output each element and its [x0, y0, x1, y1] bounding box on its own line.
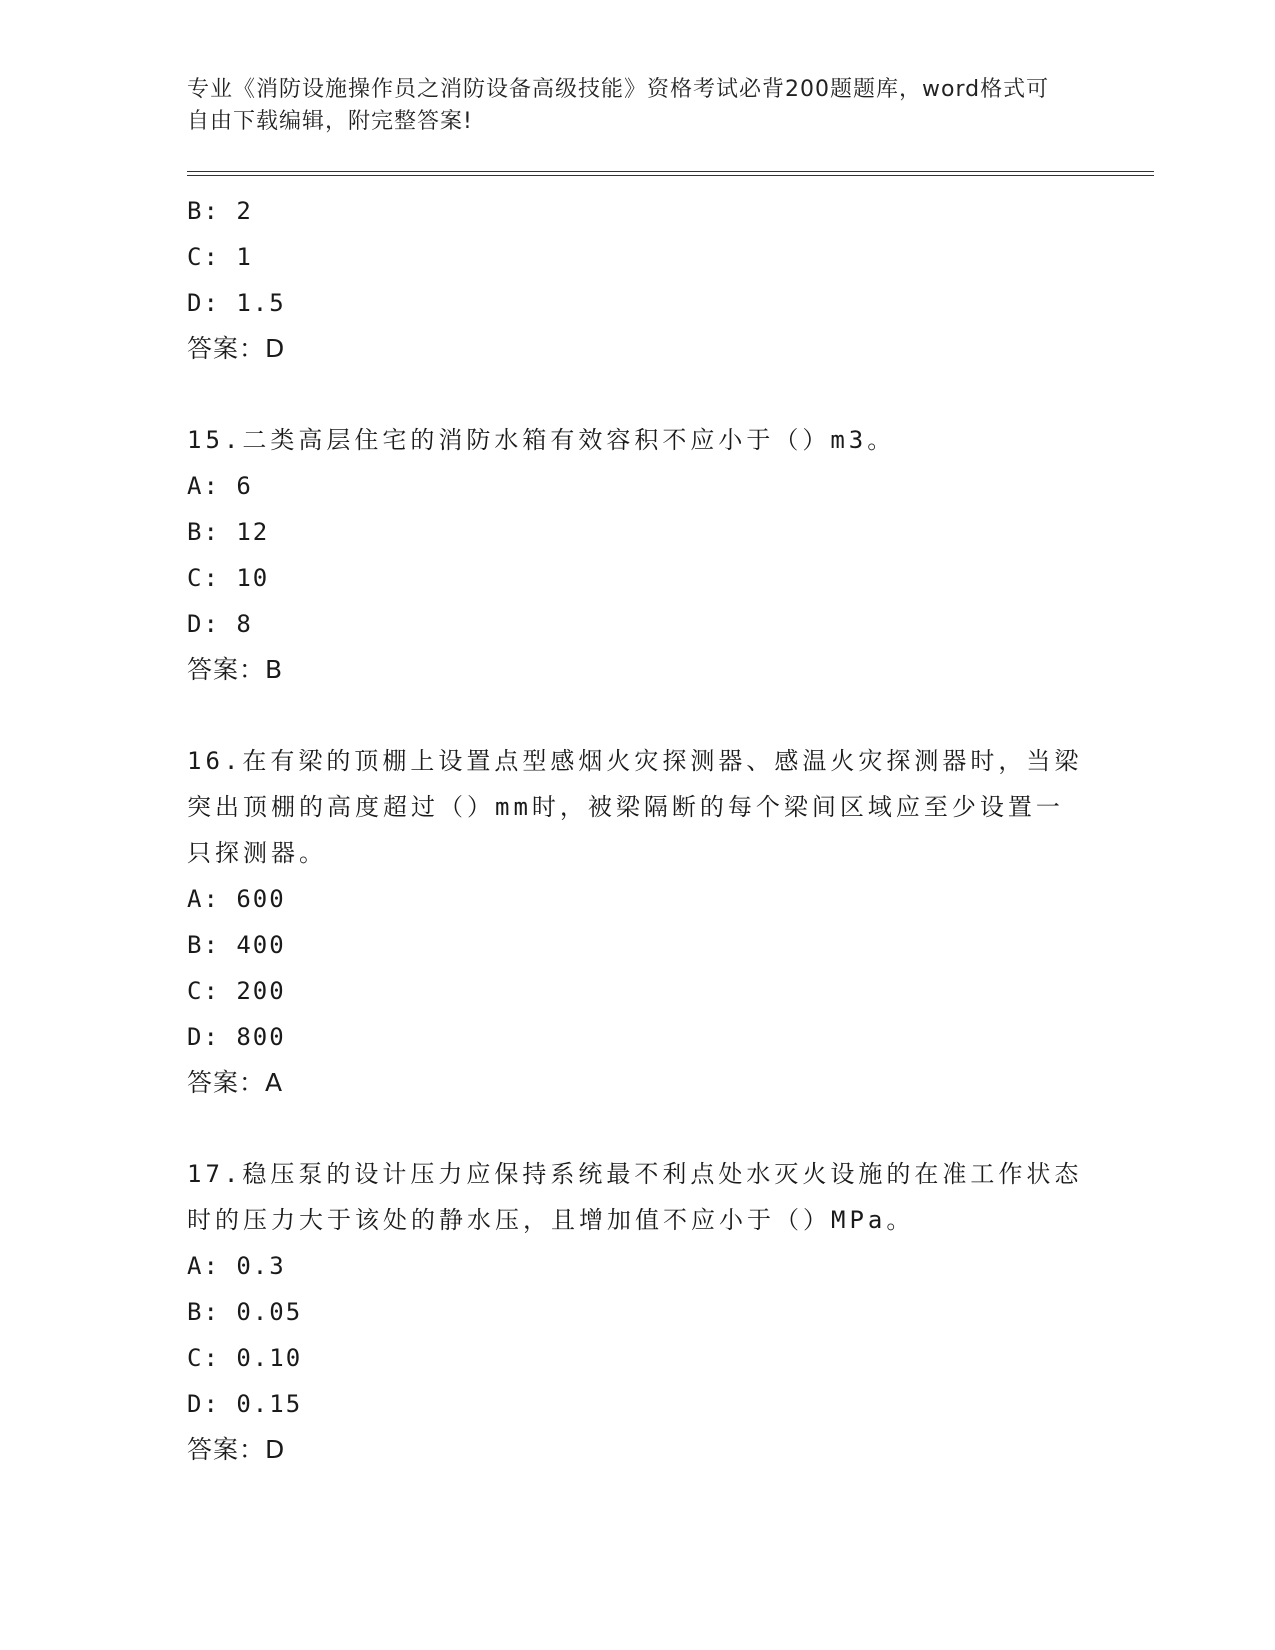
option-c: C: 1	[187, 243, 253, 271]
question-17	[187, 1151, 1087, 1473]
option-d: D: 1.5	[187, 289, 286, 317]
option-d: D: 800	[187, 1023, 286, 1051]
option-c: C: 200	[187, 977, 286, 1005]
option-d: D: 0.15	[187, 1390, 303, 1418]
question-15	[187, 417, 1087, 693]
option-d: D: 8	[187, 610, 253, 638]
option-b: B: 2	[187, 197, 253, 225]
option-b: B: 0.05	[187, 1298, 303, 1326]
question-16	[187, 738, 1087, 1106]
answer: 答案：D	[187, 334, 286, 363]
document-header: 专业《消防设施操作员之消防设备高级技能》资格考试必背200题题库，word格式可自由下载编辑，附完整答案!	[187, 77, 1050, 134]
option-a: A: 600	[187, 885, 286, 913]
option-c: C: 0.10	[187, 1344, 303, 1372]
option-c: C: 10	[187, 564, 270, 592]
option-a: A: 0.3	[187, 1252, 286, 1280]
question-text: 17.稳压泵的设计压力应保持系统最不利点处水灭火设施的在准工作状态时的压力大于该处的静水压，且增加值不应小于（）MPa。	[187, 1160, 1083, 1234]
question-text: 16.在有梁的顶棚上设置点型感烟火灾探测器、感温火灾探测器时，当梁突出顶棚的高度超过（）mm时，被梁隔断的每个梁间区域应至少设置一只探测器。	[187, 747, 1083, 867]
question-text: 15.二类高层住宅的消防水箱有效容积不应小于（）m3。	[187, 426, 896, 454]
option-b: B: 400	[187, 931, 286, 959]
answer: 答案：D	[187, 1435, 286, 1464]
option-b: B: 12	[187, 518, 270, 546]
previous-question-tail	[187, 188, 1087, 372]
option-a: A: 6	[187, 472, 253, 500]
question-list	[187, 188, 1087, 1473]
header-rule-top	[187, 171, 1154, 172]
header-rule-bottom	[187, 175, 1154, 176]
answer: 答案：A	[187, 1068, 284, 1097]
answer: 答案：B	[187, 655, 284, 684]
